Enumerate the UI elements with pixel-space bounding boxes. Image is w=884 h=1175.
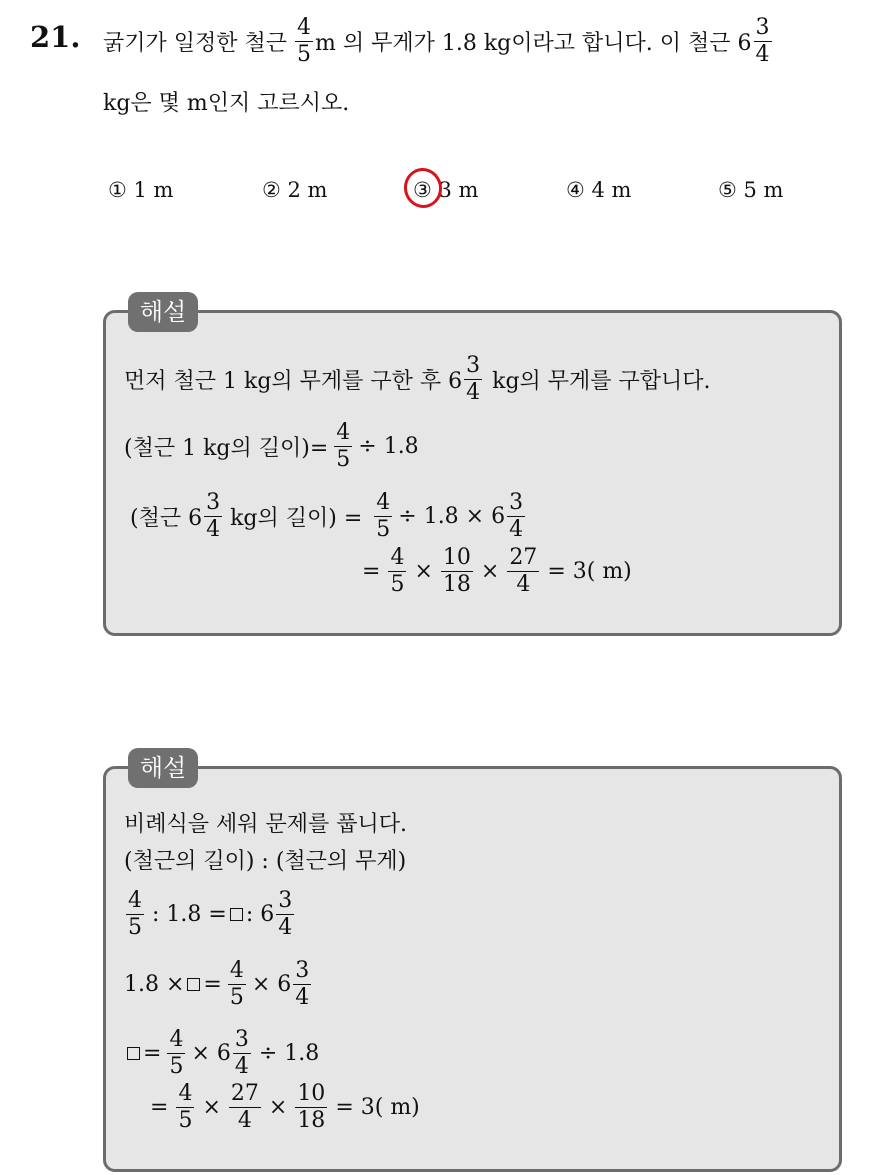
denominator: 4: [229, 1107, 261, 1132]
text: ÷ 1.8: [258, 1040, 320, 1066]
question-line-2: kg은 몇 m인지 고르시오.: [103, 91, 350, 116]
fraction: [441, 544, 473, 597]
fraction: [374, 489, 392, 542]
fraction: [276, 887, 294, 940]
explanation1-line-2: [124, 416, 419, 476]
text: (철근 1 kg의 길이)=: [124, 435, 329, 461]
choice-1[interactable]: [108, 178, 173, 202]
fraction: [126, 887, 144, 940]
fraction: [295, 1080, 327, 1133]
answer-circle-mark: [400, 164, 445, 211]
text: ÷ 1.8: [358, 433, 419, 459]
text: ×: [480, 558, 500, 584]
text: 1.8 ×: [124, 971, 185, 997]
numerator: 27: [509, 544, 538, 570]
fraction: [229, 1080, 261, 1133]
numerator: 4: [336, 419, 351, 445]
fraction: [334, 419, 352, 472]
denominator: 4: [466, 379, 481, 405]
text: : 1.8 =: [152, 901, 227, 927]
fraction: [754, 14, 772, 67]
explanation2-line-4: [124, 953, 313, 1015]
fraction: [507, 489, 525, 542]
choice-text: 4 m: [591, 178, 632, 202]
text: =: [362, 558, 381, 584]
text: =: [143, 1040, 162, 1066]
fraction: [464, 352, 482, 405]
choice-2[interactable]: [262, 178, 327, 202]
fraction: [388, 544, 406, 597]
choice-number: ⑤: [718, 178, 737, 202]
numerator: 3: [278, 887, 293, 913]
denominator: 4: [234, 1053, 249, 1079]
numerator: 3: [206, 489, 221, 515]
denominator: 5: [169, 1053, 184, 1079]
text: × 6: [191, 1040, 231, 1066]
blank-box: [187, 978, 200, 991]
numerator: 3: [509, 489, 524, 515]
explanation2-line-6: [150, 1076, 420, 1138]
denominator: 18: [442, 571, 471, 597]
denominator: 5: [297, 41, 312, 67]
blank-box: [127, 1047, 140, 1060]
fraction: [176, 1080, 194, 1133]
text: kg의 무게를 구합니다.: [492, 368, 711, 394]
numerator: 3: [295, 957, 310, 983]
text: : 6: [245, 901, 275, 927]
numerator: 3: [466, 352, 481, 378]
numerator: 27: [230, 1080, 259, 1106]
text: × 6: [251, 971, 292, 997]
numerator: 10: [297, 1080, 326, 1106]
denominator: 4: [507, 571, 539, 596]
fraction: [228, 957, 246, 1010]
denominator: 5: [178, 1107, 193, 1133]
text: (철근 6: [130, 505, 203, 531]
numerator: 4: [169, 1026, 184, 1052]
text: (철근의 길이) : (철근의 무게): [124, 848, 407, 874]
numerator: 4: [297, 14, 312, 40]
numerator: 10: [442, 544, 471, 570]
text: ÷ 1.8 × 6: [398, 503, 506, 529]
text: =: [203, 971, 222, 997]
fraction: [295, 14, 313, 67]
explanation2-line-1: [124, 806, 407, 838]
text: = 3( m): [335, 1094, 420, 1120]
denominator: 4: [206, 516, 221, 542]
denominator: 5: [390, 571, 405, 597]
numerator: 3: [234, 1026, 249, 1052]
fraction: [204, 489, 222, 542]
denominator: 18: [297, 1107, 326, 1133]
choice-text: 2 m: [287, 178, 328, 202]
choice-number: ①: [108, 178, 127, 202]
fraction: [167, 1026, 185, 1079]
denominator: 4: [755, 41, 770, 67]
choice-text: 5 m: [743, 178, 784, 202]
choice-5[interactable]: [718, 178, 783, 202]
text: =: [150, 1094, 169, 1120]
text: ×: [268, 1094, 288, 1120]
choice-4[interactable]: [566, 178, 631, 202]
blank-box: [230, 908, 243, 921]
choice-text: 3 m: [438, 178, 479, 202]
text: ×: [202, 1094, 221, 1120]
explanation-tag: 해설: [128, 748, 198, 788]
denominator: 5: [128, 914, 142, 940]
fraction: [507, 544, 539, 597]
denominator: 5: [336, 446, 351, 472]
question-number: 21.: [30, 20, 81, 54]
denominator: 5: [229, 984, 244, 1010]
numerator: 4: [178, 1080, 193, 1106]
choice-text: 1 m: [133, 178, 174, 202]
text: 비례식을 세워 문제를 풉니다.: [124, 811, 407, 837]
explanation1-line-3: [130, 485, 527, 547]
explanation-tag: 해설: [128, 292, 198, 332]
question-text-a: 굵기가 일정한 철근: [103, 30, 288, 56]
explanation2-line-3: [124, 883, 296, 945]
text: kg의 길이) =: [230, 505, 363, 531]
denominator: 4: [509, 516, 524, 542]
explanation2-line-5: [124, 1022, 319, 1084]
fraction: [233, 1026, 251, 1079]
question-text-b: m 의 무게가 1.8 kg이라고 합니다. 이 철근 6: [315, 30, 752, 56]
fraction: [293, 957, 311, 1010]
explanation1-line-4: [362, 540, 632, 602]
explanation1-line-1: [124, 348, 711, 410]
explanation2-line-2: [124, 843, 406, 875]
choice-number: ③: [413, 178, 432, 202]
numerator: 4: [128, 887, 142, 913]
choice-number: ④: [566, 178, 585, 202]
denominator: 5: [376, 516, 391, 542]
numerator: 4: [390, 544, 405, 570]
text: ×: [414, 558, 433, 584]
question-line-1: [103, 12, 774, 70]
numerator: 3: [755, 14, 770, 40]
numerator: 4: [229, 957, 244, 983]
text: 먼저 철근 1 kg의 무게를 구한 후 6: [124, 368, 463, 394]
choice-number: ②: [262, 178, 281, 202]
text: = 3( m): [547, 558, 632, 584]
numerator: 4: [376, 489, 391, 515]
denominator: 4: [295, 984, 310, 1010]
denominator: 4: [278, 914, 293, 940]
